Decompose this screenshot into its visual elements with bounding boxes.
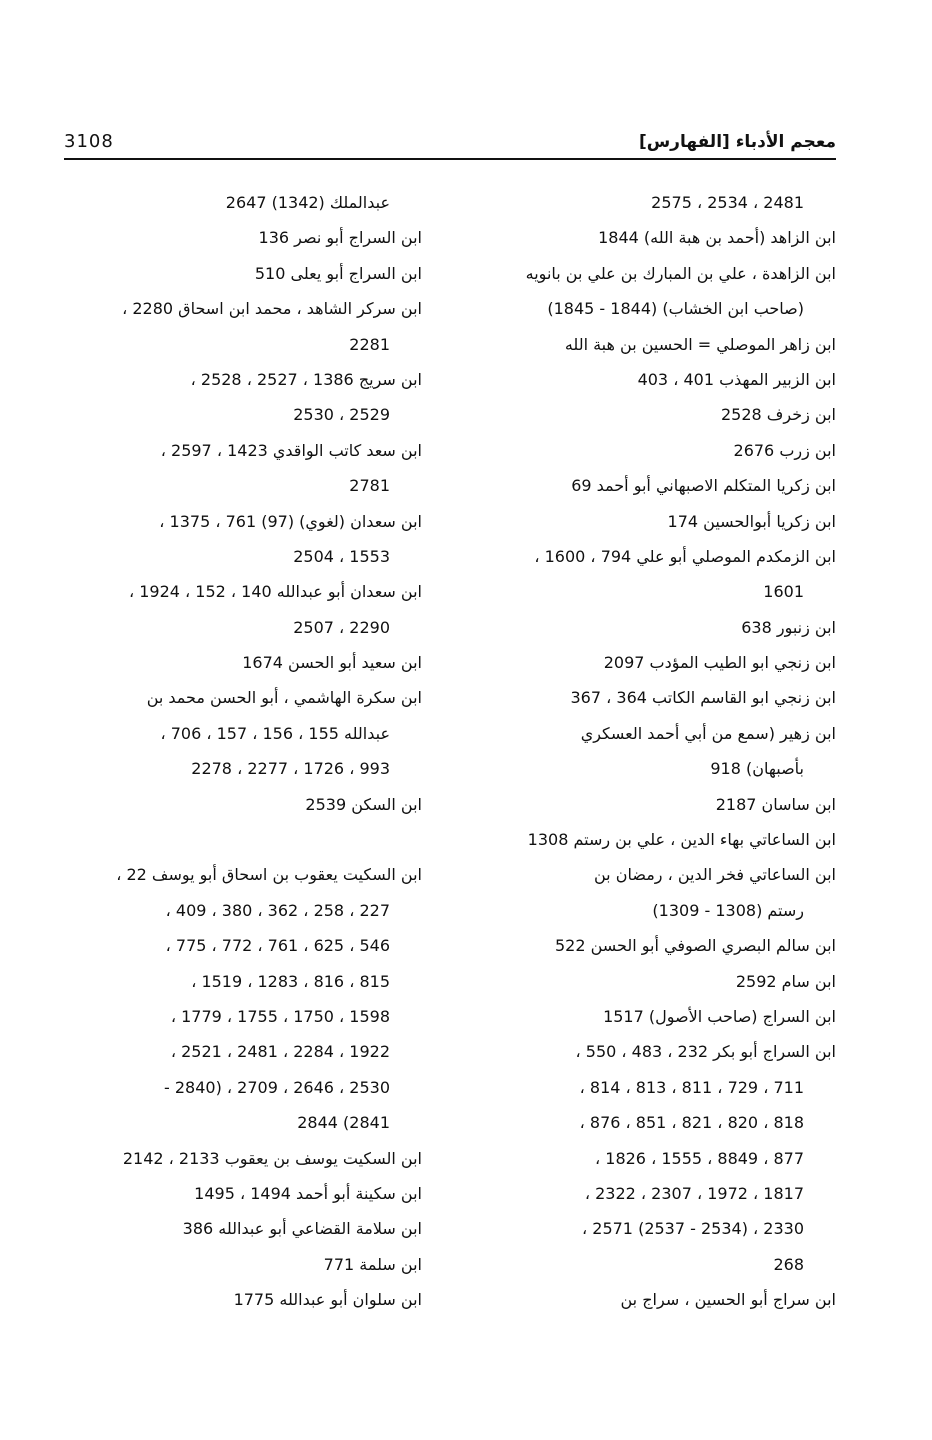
index-entry-line: 2290 ، 2507: [293, 617, 390, 637]
index-entry-line: 2281: [349, 334, 390, 354]
index-entry-line: 2330 ، (2534 - 2537) 2571 ،: [582, 1219, 804, 1239]
index-entry-line: ابن سام 2592: [735, 971, 836, 991]
index-entry-line: 2841) 2844: [297, 1113, 390, 1133]
index-entry-line: ابن سركر الشاهد ، محمد ابن اسحاق 2280 ،: [122, 299, 422, 319]
index-entry-line: 1598 ، 1750 ، 1755 ، 1779 ،: [170, 1006, 390, 1026]
index-entry-line: 268: [773, 1254, 804, 1274]
index-entry-line: ابن زكريا أبوالحسين 174: [667, 511, 836, 531]
index-entry-line: 2529 ، 2530: [293, 405, 390, 425]
index-column-right: [470, 185, 836, 1318]
index-column-left: [64, 185, 422, 1318]
index-entry-line: 1601: [763, 582, 804, 602]
index-entry-line: 2530 ، 2646 ، 2709 ، (2840 -: [164, 1077, 390, 1097]
index-entry-line: ابن زاهر الموصلي = الحسين بن هبة الله: [564, 334, 836, 354]
index-entry-line: 227 ، 258 ، 362 ، 380 ، 409 ،: [165, 900, 390, 920]
index-entry-line: عبدالله 155 ، 156 ، 157 ، 706 ،: [160, 723, 390, 743]
index-entry-line: 546 ، 625 ، 761 ، 772 ، 775 ،: [165, 936, 390, 956]
index-entry-line: ابن الزاهد (أحمد بن هبة الله) 1844: [598, 228, 836, 248]
page-header: [64, 118, 836, 160]
index-entry-line: ابن سعيد أبو الحسن 1674: [242, 653, 422, 673]
index-entry-line: ابن ساسان 2187: [715, 794, 836, 814]
page-number: 3108: [64, 131, 114, 152]
index-entry-line: ابن السكيت يعقوب بن اسحاق أبو يوسف 22 ،: [116, 865, 422, 885]
index-entry-line: ابن الزاهدة ، علي بن المبارك بن علي بن بانويه: [525, 263, 836, 283]
index-entry-line: 711 ، 729 ، 811 ، 813 ، 814 ،: [579, 1077, 804, 1097]
index-entry-line: 818 ، 820 ، 821 ، 851 ، 876 ،: [579, 1113, 804, 1133]
running-title: معجم الأدباء [الفهارس]: [638, 132, 836, 152]
index-entry-line: ابن سالم البصري الصوفي أبو الحسن 522: [554, 936, 836, 956]
index-entry-line: 1817 ، 1972 ، 2307 ، 2322 ،: [584, 1183, 804, 1203]
index-entry-line: (صاحب ابن الخشاب) (1844 - 1845): [547, 299, 804, 319]
index-entry-line: ابن السراج أبو بكر 232 ، 483 ، 550 ،: [575, 1042, 836, 1062]
index-entry-line: ابن زهير (سمع من أبي أحمد العسكري: [580, 723, 836, 743]
index-entry-line: ابن السكن 2539: [305, 794, 422, 814]
index-entry-line: ابن سعد كاتب الواقدي 1423 ، 2597 ،: [160, 440, 422, 460]
index-entry-line: رستم (1308 - 1309): [652, 900, 804, 920]
index-entry-line: ابن السراج (صاحب الأصول) 1517: [603, 1006, 836, 1026]
index-entry-line: 815 ، 816 ، 1283 ، 1519 ،: [191, 971, 390, 991]
index-entry-line: 2781: [349, 476, 390, 496]
index-entry-line: ابن سعدان (لغوي) (97) 761 ، 1375 ،: [159, 511, 422, 531]
index-entry-line: ابن زرب 2676: [733, 440, 836, 460]
index-entry-line: ابن السراج أبو يعلى 510: [254, 263, 422, 283]
index-entry-line: ابن السراج أبو نصر 136: [258, 228, 422, 248]
index-entry-line: ابن زنبور 638: [741, 617, 836, 637]
index-entry-line: 877 ، 8849 ، 1555 ، 1826 ،: [595, 1148, 804, 1168]
index-entry-line: [64, 822, 422, 857]
index-entry-line: ابن زنجي ابو القاسم الكاتب 364 ، 367: [570, 688, 836, 708]
index-entry-line: ابن سلمة 771: [323, 1254, 422, 1274]
index-entry-line: ابن الزمكدم الموصلي أبو علي 794 ، 1600 ،: [534, 546, 836, 566]
index-entry-line: 2481 ، 2534 ، 2575: [651, 193, 804, 212]
index-entry-line: ابن سريج 1386 ، 2527 ، 2528 ،: [190, 369, 422, 389]
index-entry-line: ابن سلوان أبو عبدالله 1775: [233, 1290, 422, 1310]
index-entry-line: ابن سكينة أبو أحمد 1494 ، 1495: [194, 1183, 422, 1203]
index-entry-line: ابن سلامة القضاعي أبو عبدالله 386: [182, 1219, 422, 1239]
index-entry-line: ابن الساعاتي فخر الدين ، رمضان بن: [593, 865, 836, 885]
index-entry-line: ابن الزبير المهذب 401 ، 403: [637, 369, 836, 389]
index-entry-line: 993 ، 1726 ، 2277 ، 2278: [191, 759, 390, 779]
index-entry-line: ابن السكيت يوسف بن يعقوب 2133 ، 2142: [122, 1148, 422, 1168]
index-entry-line: بأصبهان) 918: [710, 759, 804, 779]
index-entry-line: 1553 ، 2504: [293, 546, 390, 566]
index-entry-line: 1922 ، 2284 ، 2481 ، 2521 ،: [170, 1042, 390, 1062]
index-entry-line: ابن سعدان أبو عبدالله 140 ، 152 ، 1924 ،: [128, 582, 422, 602]
index-entry-line: ابن زخرف 2528: [721, 405, 836, 425]
index-entry-line: ابن سكرة الهاشمي ، أبو الحسن محمد بن: [146, 688, 422, 708]
index-entry-line: عبدالملك (1342) 2647: [225, 193, 390, 212]
index-entry-line: ابن الساعاتي بهاء الدين ، علي بن رستم 1308: [527, 830, 836, 850]
index-entry-line: ابن زكريا المتكلم الاصبهاني أبو أحمد 69: [571, 476, 836, 496]
index-entry-line: ابن زنجي ابو الطيب المؤدب 2097: [603, 653, 836, 673]
index-entry-line: ابن سراج أبو الحسين ، سراج بن: [620, 1290, 836, 1310]
